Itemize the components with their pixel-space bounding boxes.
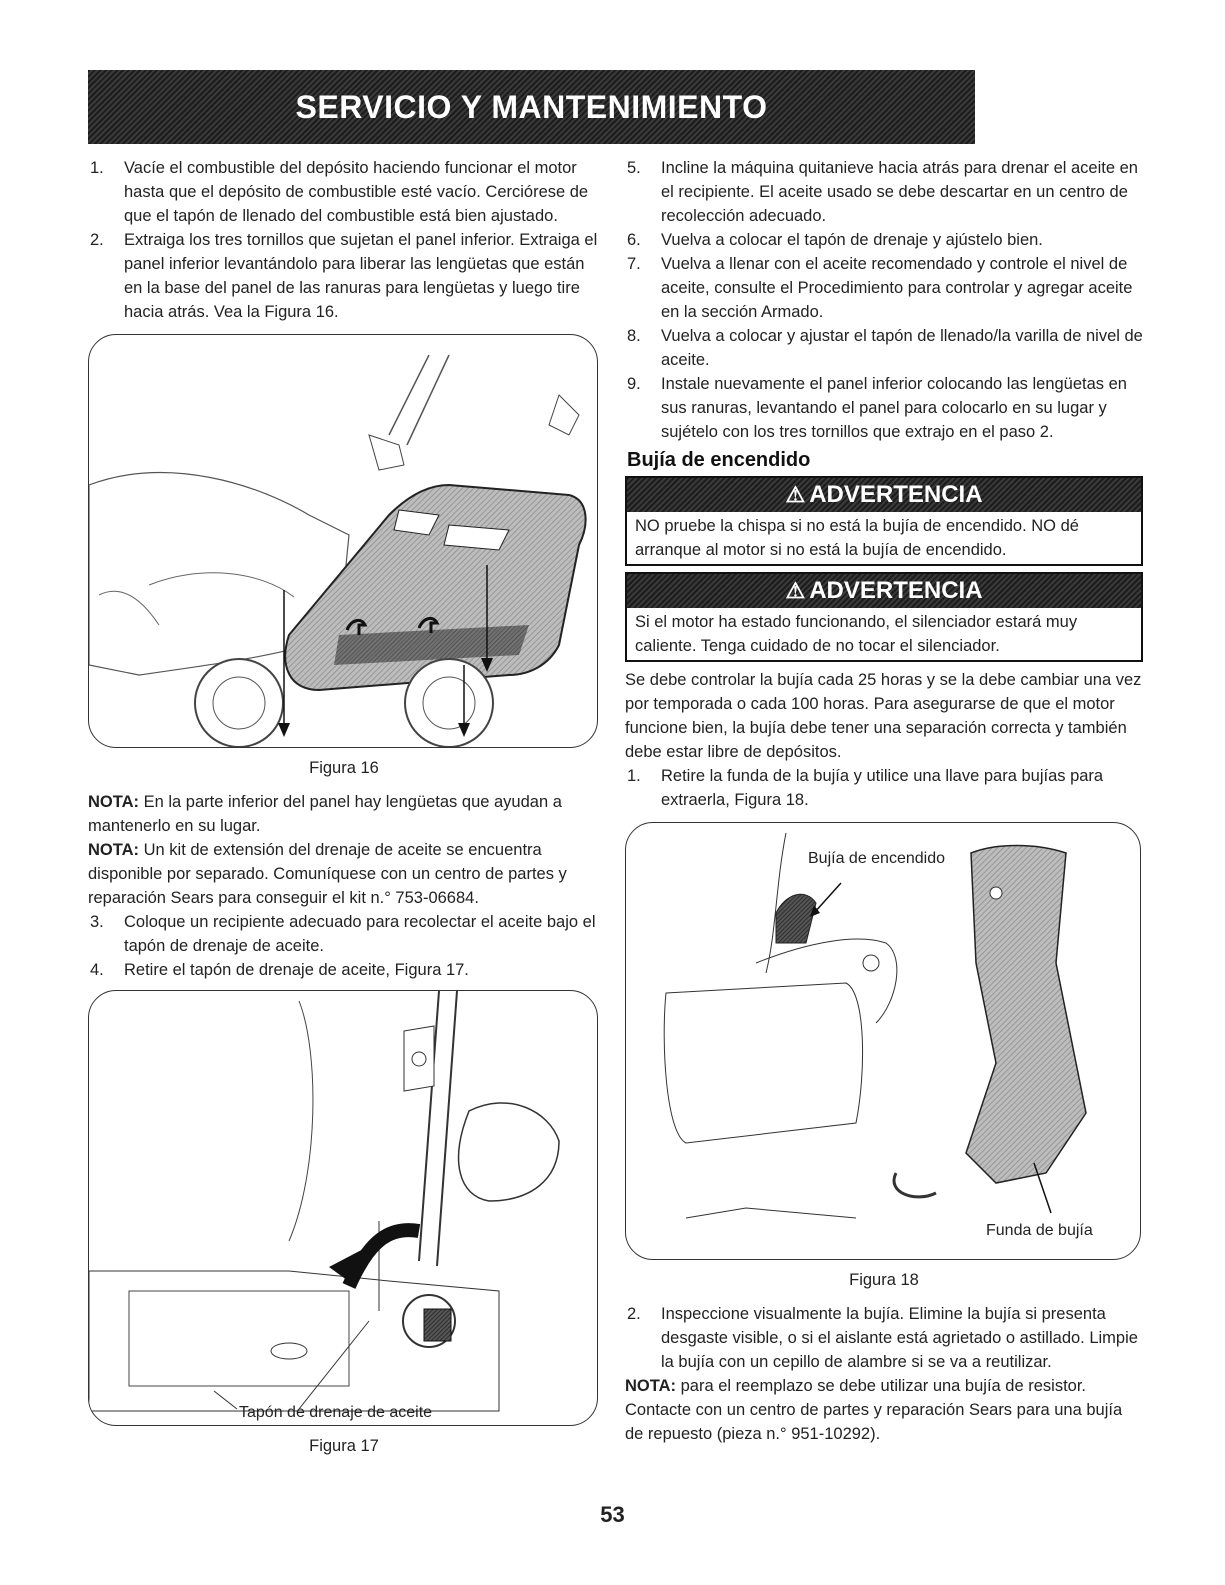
step-number: 9.: [627, 375, 641, 393]
step-text: Retire la funda de la bujía y utilice una llave para bujías para extraerla, Figura 18.: [661, 767, 1104, 809]
note-label: NOTA:: [88, 793, 140, 811]
figure-caption: Figura 18: [849, 1271, 919, 1289]
step-text: Vuelva a llenar con el aceite recomendado y controle el nivel de aceite, consulte el Procedimiento para controlar y agregar aceite en la sección Armado.: [661, 255, 1133, 321]
note-text: para el reemplazo se debe utilizar una bujía de resistor. Contacte con un centro de partes y reparación Sears para una bujía de repuesto (pieza n.° 951-10292).: [625, 1377, 1123, 1443]
list-item: [88, 156, 600, 228]
figure-caption: Figura 16: [309, 759, 379, 777]
page-number: 53: [600, 1502, 625, 1527]
spark-plug-illustration: [626, 823, 1140, 1259]
step-text: Inspeccione visualmente la bujía. Elimine la bujía si presenta desgaste visible, o si el aislante está agrietado o astillado. Limpie la bujía con un cepillo de alambre si se va a reutilizar.: [661, 1305, 1138, 1371]
warning-triangle-icon: ⚠: [785, 482, 806, 507]
warning-text: NO pruebe la chispa si no está la bujía de encendido. NO dé arranque al motor si no está la bujía de encendido.: [635, 517, 1079, 559]
figure-label: Bujía de encendido: [808, 850, 945, 867]
step-number: 3.: [90, 913, 104, 931]
list-item: [625, 324, 1143, 372]
section-title: Bujía de encendido: [627, 449, 811, 471]
figure-16: [88, 334, 598, 748]
left-column: [88, 156, 600, 1468]
step-text: Instale nuevamente el panel inferior colocando las lengüetas en sus ranuras, levantando el panel para colocarlo en su lugar y sujételo con los tres tornillos que extrajo en el paso 2.: [661, 375, 1127, 441]
list-item: [88, 910, 600, 958]
figure-18: [625, 822, 1141, 1260]
list-item: [625, 372, 1143, 444]
note: [88, 790, 600, 838]
step-text: Vacíe el combustible del depósito haciendo funcionar el motor hasta que el depósito de combustible esté vacío. Cerciórese de que el tapón de llenado del combustible está bien ajustado.: [124, 159, 589, 225]
step-text: Incline la máquina quitanieve hacia atrás para drenar el aceite en el recipiente. El aceite usado se debe descartar en un centro de recolección adecuado.: [661, 159, 1138, 225]
note: [625, 1374, 1143, 1446]
section-header-band: [88, 70, 975, 144]
note: [88, 838, 600, 910]
paragraph: Se debe controlar la bujía cada 25 horas y se la debe cambiar una vez por temporada o cada 100 horas. Para asegurarse de que el motor funcione bien, la bujía debe tener una separación correcta y también debe estar libre de depósitos.: [625, 671, 1142, 761]
step-text: Retire el tapón de drenaje de aceite, Figura 17.: [124, 961, 469, 979]
right-column: [625, 156, 1143, 1446]
warning-triangle-icon: ⚠: [785, 578, 806, 603]
step-number: 2.: [90, 231, 104, 249]
step-number: 1.: [627, 767, 641, 785]
warning-header: [627, 478, 1141, 512]
step-number: 1.: [90, 159, 104, 177]
note-text: Un kit de extensión del drenaje de aceite se encuentra disponible por separado. Comuníquese con un centro de partes y reparación Sears para conseguir el kit n.° 753-06684.: [88, 841, 567, 907]
figure-caption: Figura 17: [309, 1437, 379, 1455]
step-number: 2.: [627, 1305, 641, 1323]
list-item: [625, 1302, 1143, 1374]
warning-title: ADVERTENCIA: [809, 481, 983, 508]
list-item: [625, 252, 1143, 324]
step-number: 6.: [627, 231, 641, 249]
step-number: 5.: [627, 159, 641, 177]
list-item: [625, 156, 1143, 228]
list-item: [88, 228, 600, 324]
page-title: SERVICIO Y MANTENIMIENTO: [295, 88, 768, 125]
step-text: Vuelva a colocar el tapón de drenaje y ajústelo bien.: [661, 231, 1043, 249]
oil-drain-plug-illustration: [89, 991, 597, 1425]
list-item: [625, 228, 1143, 252]
warning-text: Si el motor ha estado funcionando, el silenciador estará muy caliente. Tenga cuidado de no tocar el silenciador.: [635, 613, 1078, 655]
warning-header: [627, 574, 1141, 608]
step-text: Vuelva a colocar y ajustar el tapón de llenado/la varilla de nivel de aceite.: [661, 327, 1143, 369]
warning-box: [625, 476, 1143, 566]
warning-box: [625, 572, 1143, 662]
step-number: 7.: [627, 255, 641, 273]
figure-label: Tapón de drenaje de aceite: [239, 1404, 433, 1421]
bottom-panel-illustration: [89, 335, 597, 747]
note-label: NOTA:: [88, 841, 140, 859]
figure-17: [88, 990, 598, 1426]
note-label: NOTA:: [625, 1377, 677, 1395]
step-number: 8.: [627, 327, 641, 345]
warning-title: ADVERTENCIA: [809, 577, 983, 604]
list-item: [625, 764, 1143, 812]
step-text: Extraiga los tres tornillos que sujetan el panel inferior. Extraiga el panel inferior levantándolo para liberar las lengüetas que están en la base del panel de las ranuras para lengüetas y luego tire hacia atrás. Vea la Figura 16.: [124, 231, 598, 321]
list-item: [88, 958, 600, 982]
figure-label: Funda de bujía: [986, 1222, 1093, 1239]
note-text: En la parte inferior del panel hay lengüetas que ayudan a mantenerlo en su lugar.: [88, 793, 562, 835]
step-text: Coloque un recipiente adecuado para recolectar el aceite bajo el tapón de drenaje de aceite.: [124, 913, 596, 955]
step-number: 4.: [90, 961, 104, 979]
